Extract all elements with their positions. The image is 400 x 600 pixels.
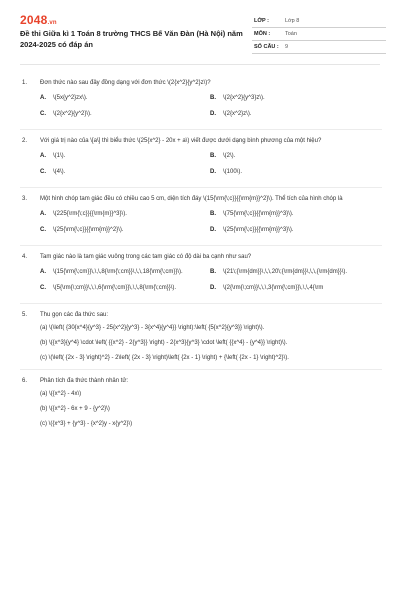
answer-option[interactable]	[210, 110, 380, 118]
answer-option[interactable]	[40, 168, 210, 176]
question-text: Một hình chóp tam giác đều có chiều cao 5 cm, diện tích đáy \(15{\rm{\;c}}{{\rm{m}}^2}\). Thể tích của hình chóp là	[40, 196, 343, 202]
option-text: \(2{x^2}{y^2}\).	[53, 111, 92, 117]
option-letter: B.	[210, 95, 216, 101]
option-letter: B.	[210, 153, 216, 159]
question-stem	[20, 253, 382, 262]
page-title: Đề thi Giữa kì 1 Toán 8 trường THCS Bế Văn Đàn (Hà Nội) năm 2024-2025 có đáp án	[20, 29, 243, 49]
question-stem	[20, 311, 382, 320]
header	[0, 0, 400, 62]
sub-question: (b) \({x^3}{y^4} \cdot \left( {{x^2} - 2{y^3}} \right) - 2{x^3}{y^3} \cdot \left( {{x^4} - {y^4}} \right)\).	[40, 340, 288, 346]
option-text: \(4\).	[53, 169, 66, 175]
option-text: \(25{\rm{\;c}}{{\rm{m}}^2}\).	[53, 227, 124, 233]
option-text: \(5{\rm{\;cm}}\,\,\,6{\rm{\;cm}}\,\,\,8{\rm{\;cm}}\).	[53, 285, 177, 291]
answer-option[interactable]	[210, 94, 380, 102]
sub-question: (c) \({x^3} + {y^3} - {x^2}y - x{y^2}\)	[40, 421, 133, 427]
question-text: Tam giác nào là tam giác vuông trong các tam giác có độ dài ba cạnh như sau?	[40, 254, 252, 260]
answer-option[interactable]	[210, 168, 380, 176]
question-4	[20, 246, 382, 304]
sub-question: (b) \({x^2} - 6x + 9 - {y^2}\)	[40, 406, 110, 412]
answer-option[interactable]	[40, 110, 210, 118]
sub-question: (a) \({x^2} - 4x\)	[40, 391, 82, 397]
option-letter: A.	[40, 211, 46, 217]
option-letter: C.	[40, 227, 46, 233]
answer-option[interactable]	[210, 284, 380, 292]
question-text: Thu gọn các đa thức sau:	[40, 312, 109, 318]
option-letter: D.	[210, 169, 216, 175]
answer-option[interactable]	[210, 152, 380, 160]
option-text: \(2{\rm{\;cm}}\,\,\,3{\rm{\;cm}}\,\,\,4{\rm	[223, 285, 324, 291]
question-stem	[20, 137, 382, 146]
option-letter: A.	[40, 153, 46, 159]
question-2	[20, 130, 382, 188]
answer-option[interactable]	[40, 268, 210, 276]
question-list	[20, 72, 382, 435]
answer-option[interactable]	[40, 284, 210, 292]
question-number: 5.	[22, 312, 28, 318]
option-letter: C.	[40, 169, 46, 175]
sub-question: (c) \(\left( {2x - 3} \right)^2} - 2\left( {2x - 3} \right)\left( {2x - 1} \right) + {\left( {2x - 1} \right)^2}\).	[40, 355, 289, 361]
question-3	[20, 188, 382, 246]
meta-key: SỐ CÂU :	[254, 44, 279, 50]
answer-option[interactable]	[40, 152, 210, 160]
option-text: \(25{\rm{\;c}}{{\rm{m}}^3}\).	[223, 227, 294, 233]
sub-questions	[20, 324, 382, 362]
question-text: Phân tích đa thức thành nhân tử:	[40, 378, 129, 384]
header-divider	[20, 64, 380, 65]
exam-meta-table	[252, 15, 386, 54]
meta-row-subject	[252, 28, 386, 41]
meta-value: Lớp 8	[285, 18, 300, 24]
question-number: 3.	[22, 196, 28, 202]
sub-questions	[20, 390, 382, 428]
option-letter: B.	[210, 269, 216, 275]
question-stem	[20, 195, 382, 204]
question-1	[20, 72, 382, 130]
question-stem	[20, 377, 382, 386]
answer-option[interactable]	[40, 94, 210, 102]
meta-key: MÔN :	[254, 31, 271, 37]
question-stem	[20, 79, 382, 88]
question-5	[20, 304, 382, 370]
option-letter: C.	[40, 285, 46, 291]
option-text: \(225{\rm{\;c}}{{\rm{m}}^3}\).	[53, 211, 127, 217]
meta-value: Toán	[285, 31, 297, 37]
meta-key: LỚP :	[254, 18, 269, 24]
answer-options	[20, 210, 382, 242]
option-text: \(1\).	[53, 153, 66, 159]
answer-options	[20, 152, 382, 184]
option-text: \(2{x^2}z\).	[223, 111, 252, 117]
question-text: Đơn thức nào sau đây đồng dạng với đơn thức \(2{x^2}{y^2}z\)?	[40, 80, 211, 86]
answer-option[interactable]	[210, 210, 380, 218]
question-number: 1.	[22, 80, 28, 86]
option-letter: A.	[40, 95, 46, 101]
answer-option[interactable]	[210, 268, 380, 276]
question-text: Với giá trị nào của \[a\] thì biểu thức \(25{x^2} - 20x + a\) viết được dưới dạng bình phương của một hiệu?	[40, 138, 322, 144]
option-letter: D.	[210, 285, 216, 291]
question-6	[20, 370, 382, 428]
option-letter: D.	[210, 111, 216, 117]
option-text: \(5x{y^2}zx\).	[53, 95, 88, 101]
logo-main: 2048	[20, 13, 48, 27]
answer-option[interactable]	[40, 226, 210, 234]
answer-option[interactable]	[40, 210, 210, 218]
option-letter: A.	[40, 269, 46, 275]
answer-option[interactable]	[210, 226, 380, 234]
question-number: 2.	[22, 138, 28, 144]
answer-options	[20, 268, 382, 300]
site-logo[interactable]	[20, 13, 57, 27]
option-text: \(100\).	[223, 169, 243, 175]
option-letter: C.	[40, 111, 46, 117]
option-text: \(2{x^2}{y^3}z\).	[223, 95, 265, 101]
option-text: \(21\;{\rm{dm}}\,\,\,20\;{\rm{dm}}\,\,\,{\rm{dm}}\).	[223, 269, 348, 275]
answer-options	[20, 94, 382, 126]
question-number: 6.	[22, 378, 28, 384]
option-letter: B.	[210, 211, 216, 217]
meta-row-question-count	[252, 41, 386, 54]
meta-row-grade	[252, 15, 386, 28]
option-letter: D.	[210, 227, 216, 233]
sub-question: (a) \(\left( {30{x^4}{y^3} - 25{x^2}{y^3} - 3{x^4}{y^4}} \right):\left( {5{x^2}{y^3}} \right)\).	[40, 325, 265, 331]
option-text: \(75{\rm{\;c}}{{\rm{m}}^3}\).	[223, 211, 294, 217]
option-text: \(2\).	[223, 153, 236, 159]
meta-value: 9	[285, 44, 289, 50]
option-text: \(15{\rm{\;cm}}\,\,\,8{\rm{\;cm}}\,\,\,18{\rm{\;cm}}\).	[53, 269, 183, 275]
logo-suffix: .vn	[47, 20, 57, 26]
question-number: 4.	[22, 254, 28, 260]
